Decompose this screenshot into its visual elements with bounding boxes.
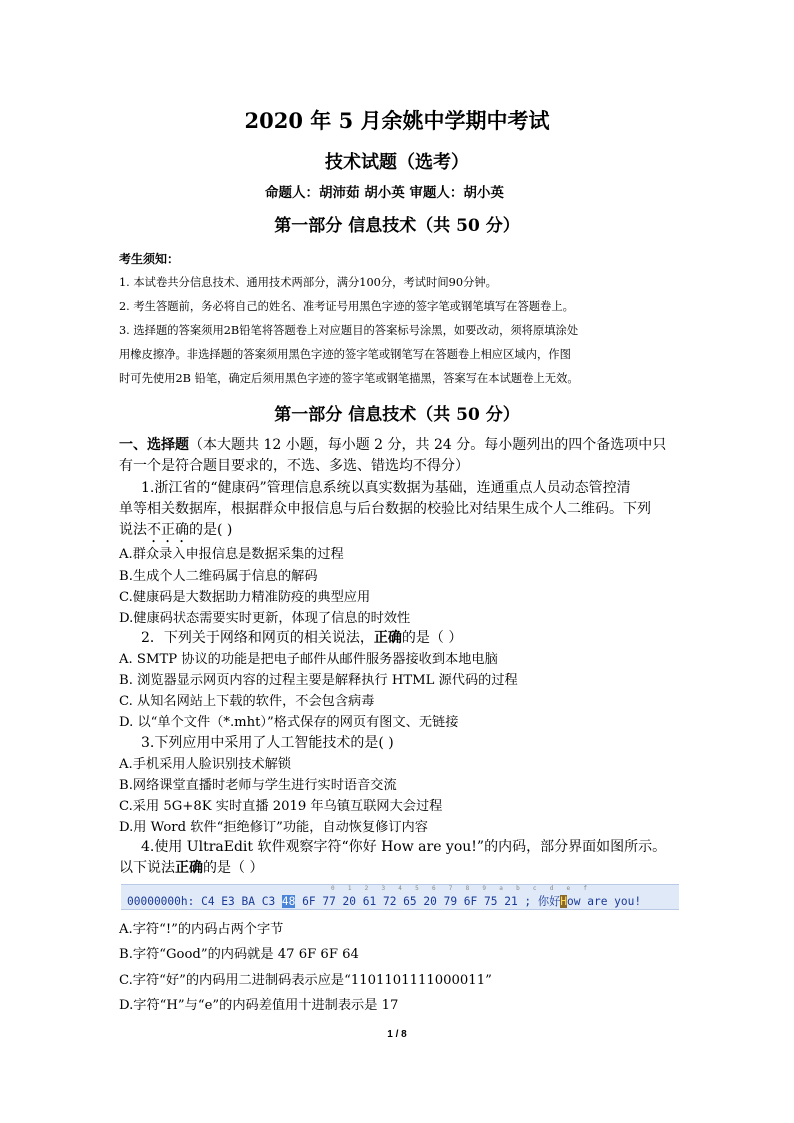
q1-option-d: D.健康码状态需要实时更新，体现了信息的时效性 xyxy=(119,611,411,626)
exam-authors: 命题人：胡沛茹 胡小英 审题人：胡小英 xyxy=(265,185,504,201)
hex-row xyxy=(127,893,641,909)
q3-option-a: A.手机采用人脸识别技术解锁 xyxy=(119,757,291,772)
notice-heading: 考生须知： xyxy=(119,252,180,266)
hex-bytes-before: C4 E3 BA C3 xyxy=(194,895,282,908)
part-title-section: 第一部分 信息技术（共 50 分） xyxy=(274,405,520,425)
section-heading xyxy=(119,434,666,454)
exam-title: 2020 年 5 月余姚中学期中考试 xyxy=(244,108,550,133)
q1-line3-pre: 说法 xyxy=(119,522,147,538)
exam-subtitle: 技术试题（选考） xyxy=(325,152,469,173)
q2-emphasis: 正确 xyxy=(373,630,402,646)
q4-line2-pre: 以下说法 xyxy=(119,860,175,876)
q2-option-b: B. 浏览器显示网页内容的过程主要是解释执行 HTML 源代码的过程 xyxy=(119,673,518,688)
q3-option-b: B.网络课堂直播时老师与学生进行实时语音交流 xyxy=(119,778,397,793)
q2-option-d: D. 以“单个文件（*.mht）”格式保存的网页有图文、无链接 xyxy=(119,715,459,730)
hex-column-index: 0 1 2 3 4 5 6 7 8 9 a b c d e f xyxy=(331,885,592,892)
q4-option-b: B.字符“Good”的内码就是 47 6F 6F 64 xyxy=(119,947,359,962)
q1-line2: 单等相关数据库，根据群众申报信息与后台数据的校验比对结果生成个人二维码。下列 xyxy=(119,501,651,517)
q4-option-a: A.字符“!”的内码占两个字节 xyxy=(119,922,284,937)
q1-line3 xyxy=(119,519,232,546)
section-heading-line2: 有一个是符合题目要求的，不选、多选、错选均不得分） xyxy=(119,458,469,474)
q2-option-a: A. SMTP 协议的功能是把电子邮件从邮件服务器接收到本地电脑 xyxy=(119,652,498,667)
q1-line1: 1.浙江省的“健康码”管理信息系统以真实数据为基础，连通重点人员动态管控清 xyxy=(141,480,631,496)
q3-line1: 3.下列应用中采用了人工智能技术的是( ) xyxy=(141,735,394,751)
q4-emphasis: 正确 xyxy=(175,860,203,876)
q4-option-d: D.字符“H”与“e”的内码差值用十进制表示是 17 xyxy=(119,998,399,1013)
hex-cursor-char: H xyxy=(560,895,568,908)
notice-item: 用橡皮擦净。非选择题的答案须用黑色字迹的签字笔或钢笔写在答题卷上相应区域内，作图 xyxy=(119,348,571,361)
section-heading-label: 一、选择题 xyxy=(119,437,189,453)
q1-option-b: B.生成个人二维码属于信息的解码 xyxy=(119,569,318,584)
hex-address: 00000000h: xyxy=(127,895,195,908)
hex-text-after: ow are you! xyxy=(567,895,642,908)
notice-item: 1. 本试卷共分信息技术、通用技术两部分，满分100分，考试时间90分钟。 xyxy=(119,276,497,289)
q1-option-c: C.健康码是大数据助力精准防疫的典型应用 xyxy=(119,590,371,605)
q3-option-c: C.采用 5G+8K 实时直播 2019 年乌镇互联网大会过程 xyxy=(119,799,443,814)
hex-highlight-byte: 48 xyxy=(281,895,296,908)
hex-text-before: 你好 xyxy=(537,895,561,908)
q3-option-d: D.用 Word 软件“拒绝修订”功能，自动恢复修订内容 xyxy=(119,820,428,835)
hex-bytes-after: 6F 77 20 61 72 65 20 79 6F 75 21 ; xyxy=(295,895,538,908)
q2-line1-pre: 2．下列关于网络和网页的相关说法， xyxy=(141,630,374,646)
section-heading-text: （本大题共 12 小题，每小题 2 分，共 24 分。每小题列出的四个备选项中只 xyxy=(189,437,667,453)
q1-emphasis: 不正确 xyxy=(147,522,189,538)
notice-item: 2. 考生答题前，务必将自己的姓名、准考证号用黑色字迹的签字笔或钢笔填写在答题卷上。 xyxy=(119,300,574,313)
page-number: 1 / 8 xyxy=(387,1029,407,1040)
part-title-top: 第一部分 信息技术（共 50 分） xyxy=(274,216,520,236)
q1-option-a: A.群众录入申报信息是数据采集的过程 xyxy=(119,547,344,562)
q1-line3-post: 的是( ) xyxy=(189,522,233,538)
q2-option-c: C. 从知名网站上下载的软件，不会包含病毒 xyxy=(119,694,375,709)
hex-editor-screenshot xyxy=(121,884,679,910)
notice-item: 3. 选择题的答案须用2B铅笔将答题卷上对应题目的答案标号涂黑，如要改动，须将原填涂处 xyxy=(119,324,579,337)
q2-line1-post: 的是（ ） xyxy=(401,630,463,646)
q4-option-c: C.字符“好”的内码用二进制码表示应是“1101101111000011” xyxy=(119,973,492,988)
q4-line2-post: 的是（ ） xyxy=(203,860,264,876)
q4-line1: 4.使用 UltraEdit 软件观察字符“你好 How are you!”的内码，部分界面如图所示。 xyxy=(141,839,667,855)
q2-line1 xyxy=(141,627,462,647)
notice-item: 时可先使用2B 铅笔，确定后须用黑色字迹的签字笔或钢笔描黑，答案写在本试题卷上无效。 xyxy=(119,372,579,385)
q4-line2 xyxy=(119,857,263,877)
